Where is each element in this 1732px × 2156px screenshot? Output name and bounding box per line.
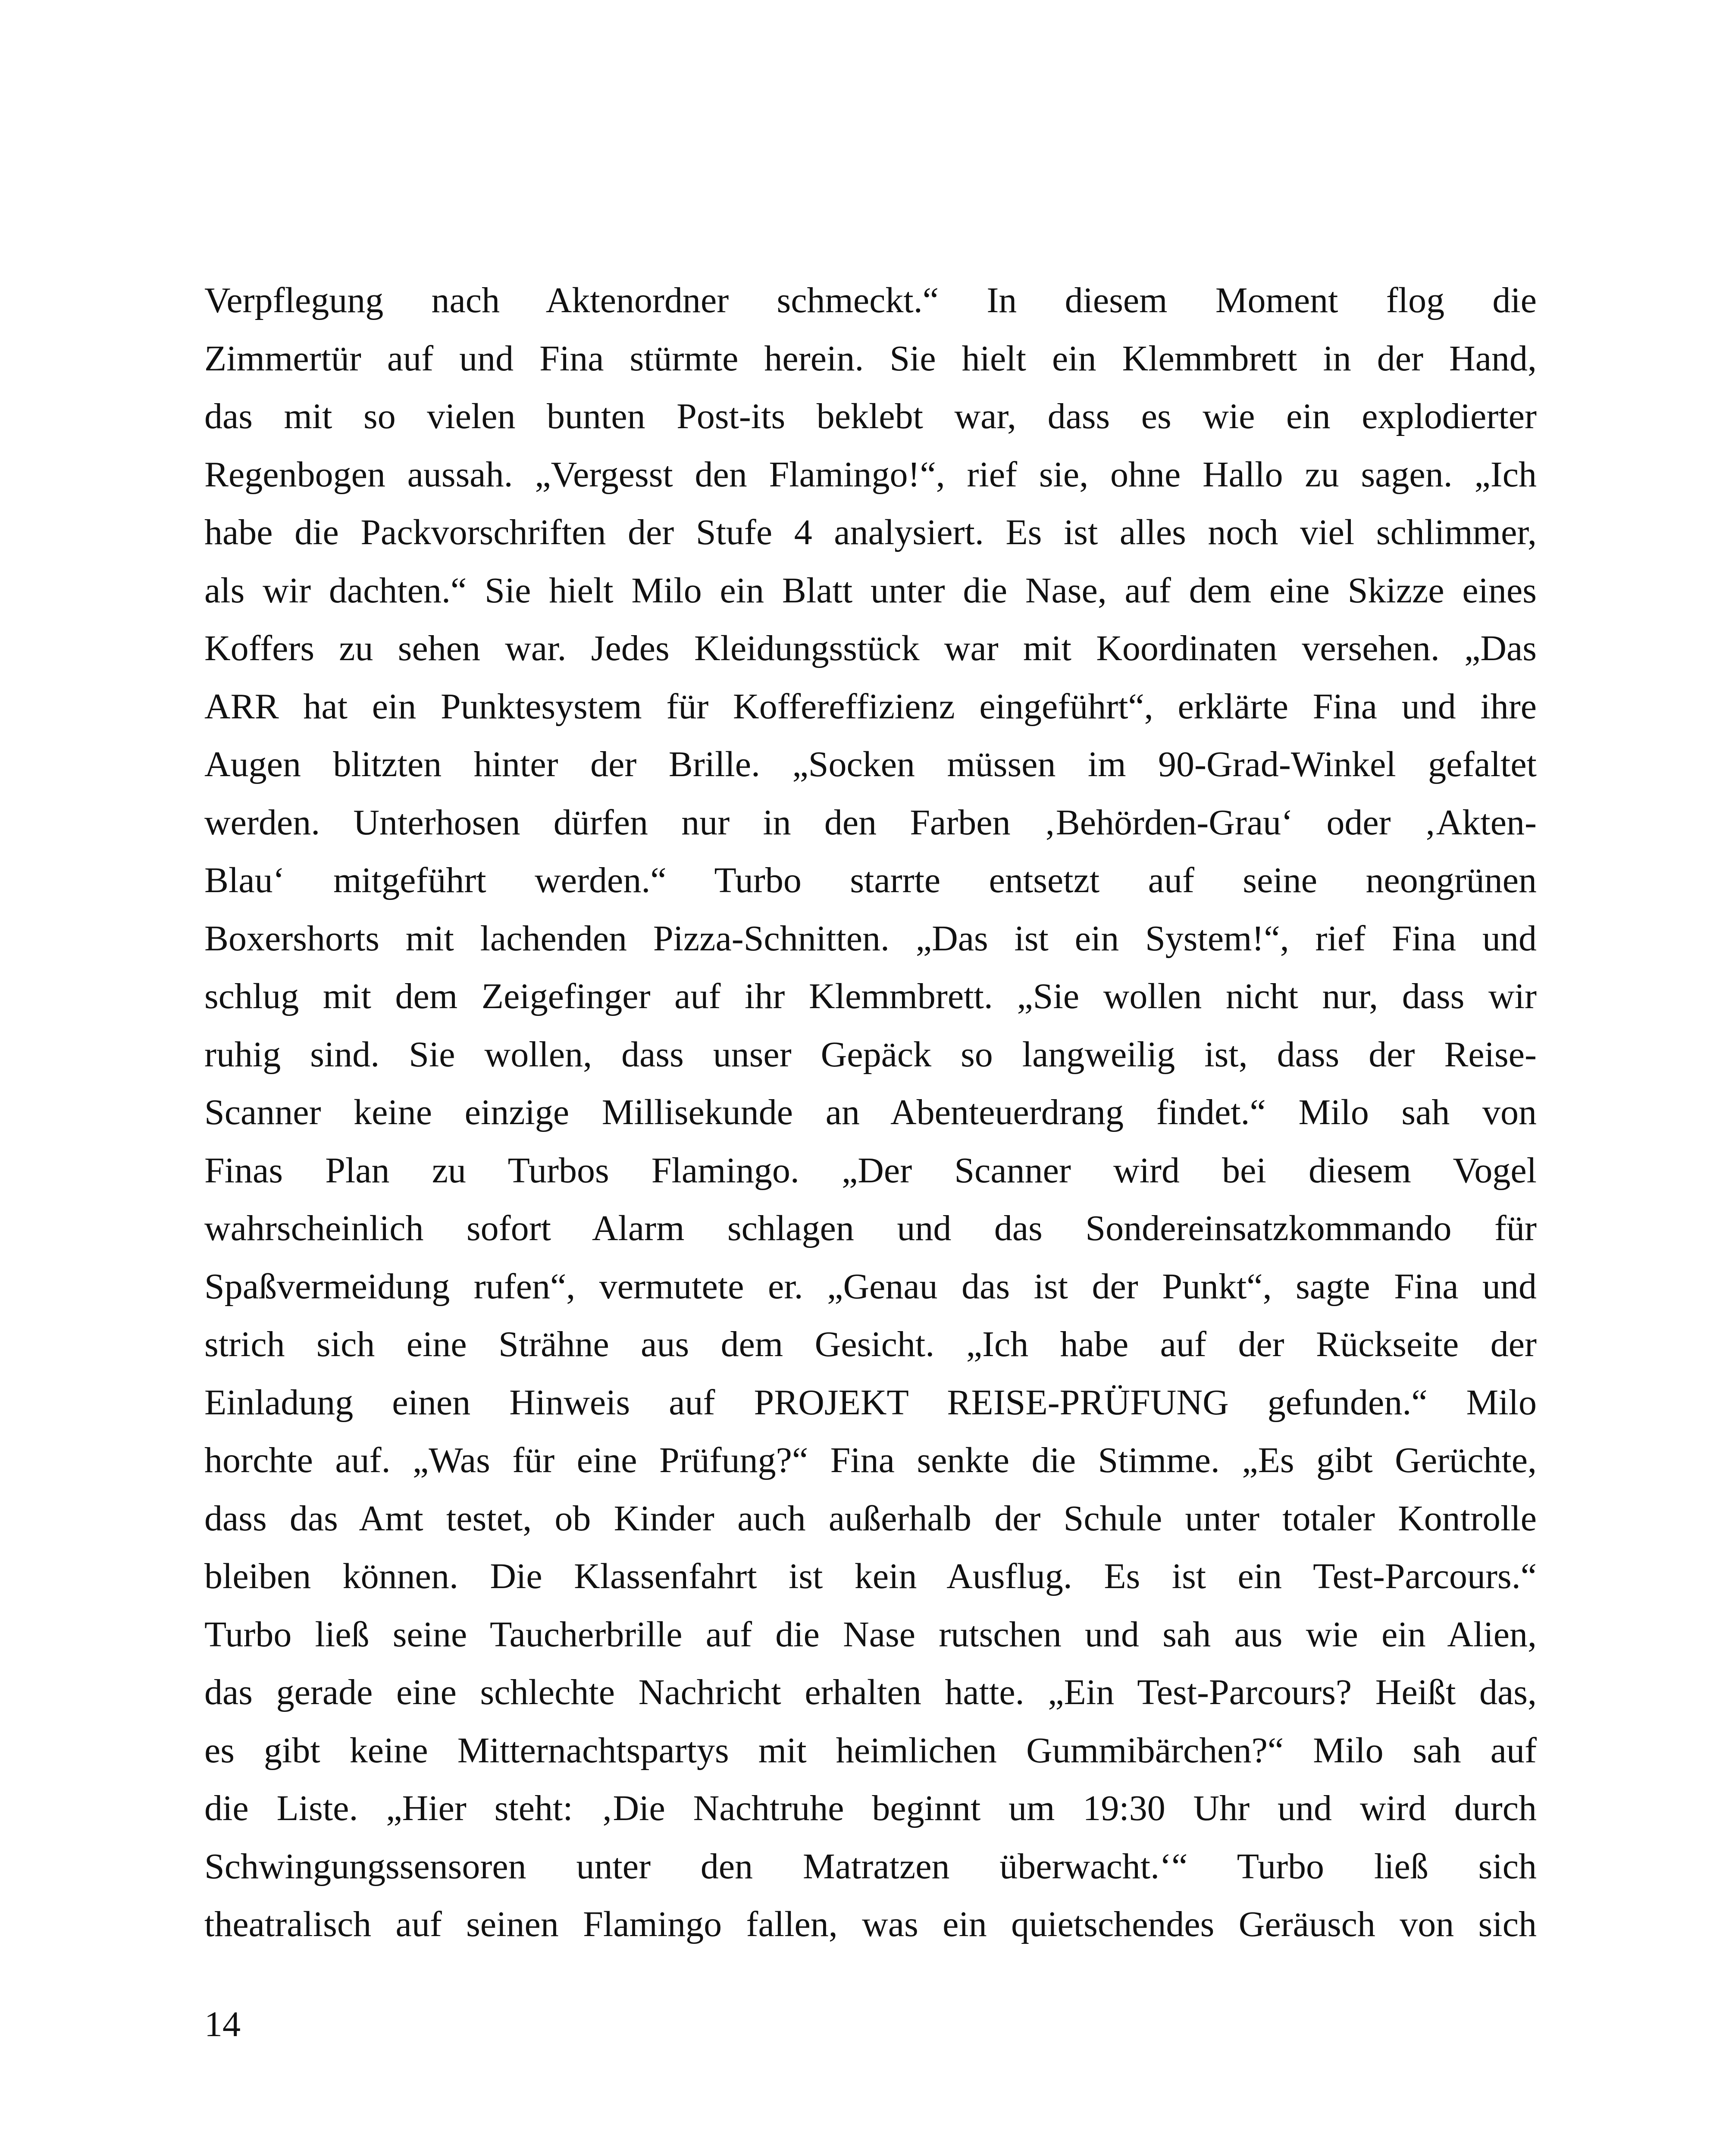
- text-line: Einladung einen Hinweis auf PROJEKT REISE-PRÜFUNG gefunden.“ Milo: [204, 1382, 1537, 1423]
- text-line: werden. Unterhosen dürfen nur in den Farben ‚Behörden-Grau‘ oder ‚Akten-: [204, 802, 1537, 843]
- text-line: dass das Amt testet, ob Kinder auch außerhalb der Schule unter totaler Kontrolle: [204, 1498, 1537, 1539]
- text-line: ruhig sind. Sie wollen, dass unser Gepäck so langweilig ist, dass der Reise-: [204, 1034, 1537, 1075]
- text-line: Finas Plan zu Turbos Flamingo. „Der Scanner wird bei diesem Vogel: [204, 1150, 1537, 1191]
- text-line: die Liste. „Hier steht: ‚Die Nachtruhe beginnt um 19:30 Uhr und wird durch: [204, 1788, 1537, 1828]
- text-line: wahrscheinlich sofort Alarm schlagen und das Sondereinsatzkommando für: [204, 1208, 1537, 1248]
- text-line: Spaßvermeidung rufen“, vermutete er. „Genau das ist der Punkt“, sagte Fina und: [204, 1266, 1537, 1307]
- text-line: Boxershorts mit lachenden Pizza-Schnitten. „Das ist ein System!“, rief Fina und: [204, 918, 1537, 959]
- text-line: theatralisch auf seinen Flamingo fallen, was ein quietschendes Geräusch von sich: [204, 1904, 1537, 1944]
- body-text: [204, 272, 1537, 1954]
- text-line: das mit so vielen bunten Post-its beklebt war, dass es wie ein explodierter: [204, 396, 1537, 436]
- text-line: das gerade eine schlechte Nachricht erhalten hatte. „Ein Test-Parcours? Heißt das,: [204, 1672, 1537, 1712]
- text-line: Schwingungssensoren unter den Matratzen überwacht.‘“ Turbo ließ sich: [204, 1846, 1537, 1887]
- text-line: Koffers zu sehen war. Jedes Kleidungsstück war mit Koordinaten versehen. „Das: [204, 628, 1537, 668]
- page-number: 14: [204, 2004, 241, 2044]
- text-line: Blau‘ mitgeführt werden.“ Turbo starrte entsetzt auf seine neongrünen: [204, 860, 1537, 900]
- text-line: ARR hat ein Punktesystem für Koffereffizienz eingeführt“, erklärte Fina und ihre: [204, 686, 1537, 727]
- text-line: Turbo ließ seine Taucherbrille auf die Nase rutschen und sah aus wie ein Alien,: [204, 1614, 1537, 1655]
- text-line: bleiben können. Die Klassenfahrt ist kein Ausflug. Es ist ein Test-Parcours.“: [204, 1556, 1537, 1596]
- text-line: Zimmertür auf und Fina stürmte herein. Sie hielt ein Klemmbrett in der Hand,: [204, 338, 1537, 379]
- text-line: horchte auf. „Was für eine Prüfung?“ Fina senkte die Stimme. „Es gibt Gerüchte,: [204, 1440, 1537, 1480]
- text-line: Verpflegung nach Aktenordner schmeckt.“ In diesem Moment flog die: [204, 280, 1537, 320]
- text-line: als wir dachten.“ Sie hielt Milo ein Blatt unter die Nase, auf dem eine Skizze eines: [204, 570, 1537, 611]
- text-line: Scanner keine einzige Millisekunde an Abenteuerdrang findet.“ Milo sah von: [204, 1092, 1537, 1132]
- text-line: strich sich eine Strähne aus dem Gesicht. „Ich habe auf der Rückseite der: [204, 1324, 1537, 1364]
- text-line: schlug mit dem Zeigefinger auf ihr Klemmbrett. „Sie wollen nicht nur, dass wir: [204, 976, 1537, 1016]
- text-line: Regenbogen aussah. „Vergesst den Flamingo!“, rief sie, ohne Hallo zu sagen. „Ich: [204, 454, 1537, 495]
- text-line: Augen blitzten hinter der Brille. „Socken müssen im 90-Grad-Winkel gefaltet: [204, 744, 1537, 784]
- text-line: es gibt keine Mitternachtspartys mit heimlichen Gummibärchen?“ Milo sah auf: [204, 1730, 1537, 1771]
- text-line: habe die Packvorschriften der Stufe 4 analysiert. Es ist alles noch viel schlimmer,: [204, 512, 1537, 552]
